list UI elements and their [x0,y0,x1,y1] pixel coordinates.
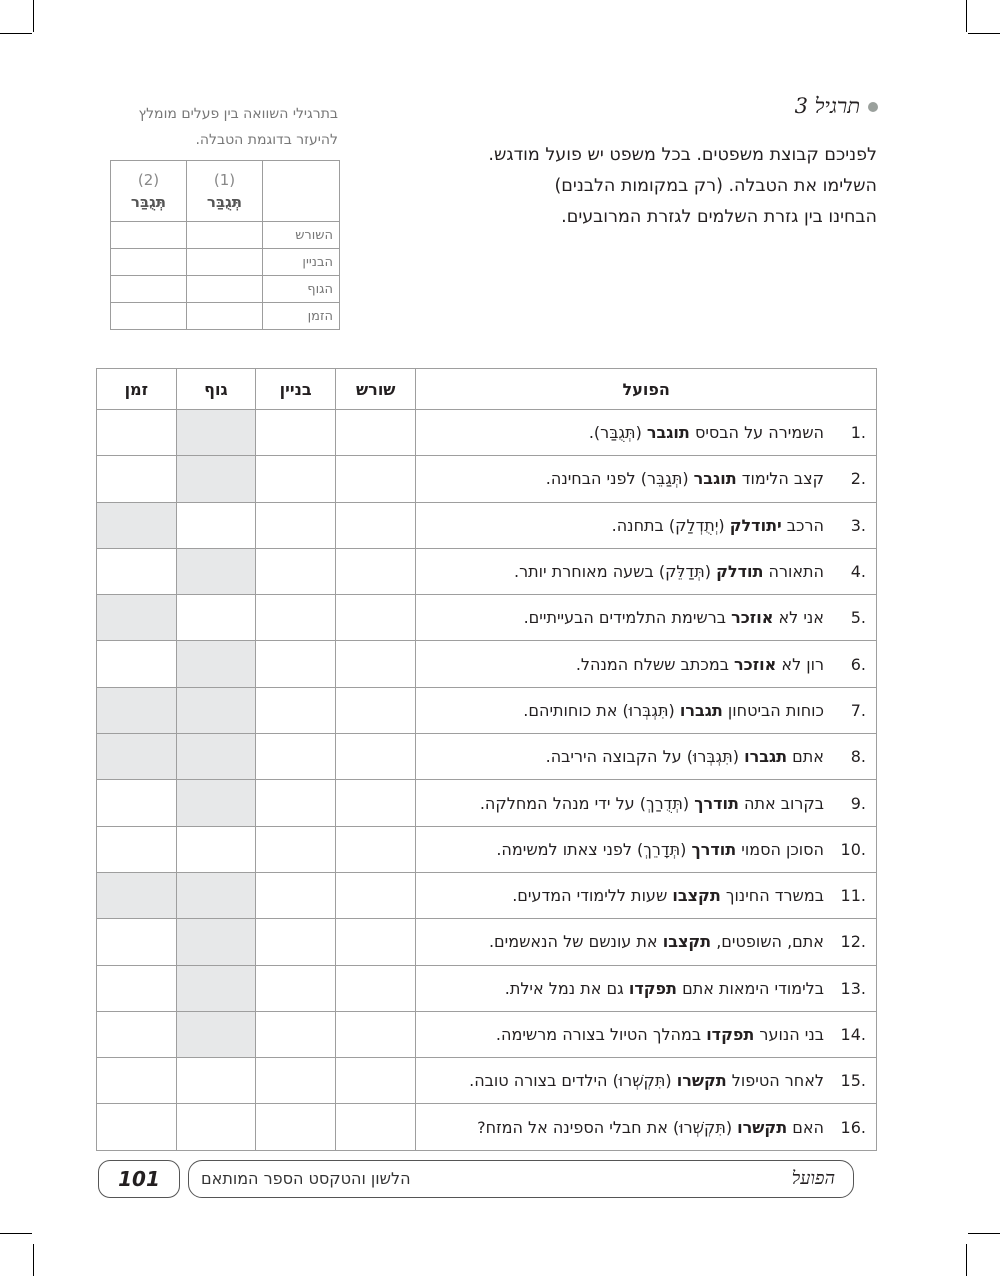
highlighted-verb: תפקדו [628,978,677,998]
highlighted-verb: אוזכר [731,608,774,628]
sentence-number: 6. [850,654,866,674]
binyan-cell[interactable] [256,965,336,1011]
sample-row-label: הגוף [263,276,340,303]
root-cell[interactable] [336,872,416,918]
highlighted-verb: תוגבר [646,423,690,443]
tense-cell[interactable] [97,919,177,965]
table-row [97,687,877,733]
sentence-number: 4. [850,562,866,582]
footer-title-bar [188,1160,854,1198]
crop-mark [968,33,1000,34]
binyan-cell[interactable] [256,780,336,826]
person-cell [176,548,256,594]
root-cell[interactable] [336,595,416,641]
sentence-text: במשרד החינוך תקצבו שעות ללימודי המדעים. [512,886,824,906]
table-row [97,641,877,687]
table-row [97,502,877,548]
binyan-cell[interactable] [256,502,336,548]
person-cell [176,456,256,502]
root-cell[interactable] [336,410,416,456]
tense-cell [97,687,177,733]
sentence-text: רון לא אוזכר במכתב ששלח המנהל. [575,654,824,674]
highlighted-verb: תגברו [679,700,723,720]
sentence-cell [416,734,877,780]
sample-row-label: הבניין [263,249,340,276]
crop-mark [33,0,34,32]
table-row [97,826,877,872]
person-cell [176,780,256,826]
table-row [97,1011,877,1057]
sentence-text: הסוכן הסמוי תודרך (תְּדָרֵךְ) לפני צאתו למשימה. [496,839,824,859]
crop-mark [0,33,32,34]
person-cell [176,919,256,965]
highlighted-verb: תקשרו [737,1117,788,1137]
sentence-number: 15. [840,1071,866,1091]
header-person: גוף [176,369,256,410]
sentence-cell [416,1058,877,1104]
binyan-cell[interactable] [256,826,336,872]
tense-cell[interactable] [97,826,177,872]
sample-cell[interactable] [111,276,187,303]
person-cell[interactable] [176,1058,256,1104]
binyan-cell[interactable] [256,1058,336,1104]
person-cell[interactable] [176,502,256,548]
sample-cell[interactable] [187,249,263,276]
person-cell [176,1011,256,1057]
root-cell[interactable] [336,965,416,1011]
sentence-cell [416,548,877,594]
sentence-text: בקרוב אתה תודרך (תְּדֻרַךְ) על ידי מנהל המחלקה. [479,793,824,813]
sentence-number: 9. [850,793,866,813]
sentence-number: 11. [840,886,866,906]
header-verb: הפועל [416,369,877,410]
page-footer [98,1160,858,1198]
binyan-cell[interactable] [256,1011,336,1057]
tense-cell[interactable] [97,1104,177,1150]
instruction-line: לפניכם קבוצת משפטים. בכל משפט יש פועל מודגש. [488,145,877,165]
crop-mark [0,1233,32,1234]
instructions [457,140,877,233]
binyan-cell[interactable] [256,456,336,502]
table-row [97,548,877,594]
sentence-text: השמירה על הבסיס תוגבר (תְּגֻבַּר). [588,423,824,443]
highlighted-verb: תקצבו [672,886,721,906]
tip-line: בתרגילי השוואה בין פעלים מומלץ [138,106,338,122]
sentence-cell [416,872,877,918]
sample-cell[interactable] [111,303,187,330]
table-row [97,1104,877,1150]
person-cell [176,872,256,918]
sentence-cell [416,919,877,965]
book-title: הלשון והטקסט הספר המותאם [201,1169,411,1188]
tense-cell[interactable] [97,1011,177,1057]
exercise-heading [795,94,878,119]
tense-cell[interactable] [97,1058,177,1104]
sentence-text: קצב הלימוד תוגבר (תְּגַבֵּר) לפני הבחינה. [545,469,824,489]
sample-cell[interactable] [187,276,263,303]
root-cell[interactable] [336,780,416,826]
header-tense: זמן [97,369,177,410]
crop-mark [966,0,967,32]
table-row [97,734,877,780]
binyan-cell[interactable] [256,548,336,594]
sentence-cell [416,780,877,826]
sentence-cell [416,826,877,872]
tense-cell[interactable] [97,965,177,1011]
sentence-number: 12. [840,932,866,952]
sample-column-header: (2) תְּגֻבַּר [111,161,187,222]
sentence-number: 10. [840,839,866,859]
tip-line: להיעזר בדוגמת הטבלה. [195,132,338,148]
sentence-text: אני לא אוזכר ברשימת התלמידים הבעייתיים. [523,608,824,628]
bullet-icon [868,102,878,112]
tense-cell[interactable] [97,456,177,502]
sentence-text: האם תקשרו (תִּקְשְׁרוּ) את חבלי הספינה אל המזח? [477,1117,824,1137]
sentence-cell [416,1011,877,1057]
highlighted-verb: תקשרו [676,1071,727,1091]
highlighted-verb: תודרך [691,839,737,859]
instruction-line: השלימו את הטבלה. (רק במקומות הלבנים) [554,176,877,196]
person-cell[interactable] [176,595,256,641]
exercise-title: תרגיל 3 [794,94,860,118]
sentence-text: לאחר הטיפול תקשרו (תִּקְשְׁרוּ) הילדים בצורה טובה. [469,1071,824,1091]
sentence-cell [416,1104,877,1150]
binyan-cell[interactable] [256,641,336,687]
highlighted-verb: תקצבו [662,932,712,952]
header-root: שורש [336,369,416,410]
table-row [97,872,877,918]
crop-mark [966,1244,967,1276]
exercise-table [96,368,877,1151]
sentence-number: 16. [840,1117,866,1137]
tense-cell[interactable] [97,548,177,594]
tense-cell [97,595,177,641]
highlighted-verb: אוזכר [734,654,777,674]
sample-corner-cell [263,161,340,222]
tense-cell [97,502,177,548]
person-cell[interactable] [176,826,256,872]
table-row [97,965,877,1011]
person-cell [176,410,256,456]
sentence-number: 2. [850,469,866,489]
table-row [97,410,877,456]
sentence-text: כוחות הביטחון תגברו (תִּגְבְּרוּ) את כוחותיהם. [523,700,824,720]
crop-mark [968,1233,1000,1234]
highlighted-verb: תגברו [744,747,788,767]
sentence-text: אתם, השופטים, תקצבו את עונשם של הנאשמים. [488,932,824,952]
root-cell[interactable] [336,687,416,733]
root-cell[interactable] [336,456,416,502]
person-cell [176,641,256,687]
root-cell[interactable] [336,826,416,872]
sentence-text: אתם תגברו (תִּגְבְּרוּ) על הקבוצה היריבה. [545,747,824,767]
person-cell[interactable] [176,1104,256,1150]
root-cell[interactable] [336,919,416,965]
person-cell [176,687,256,733]
sample-column-header: (1) תְּגֻבַּר [187,161,263,222]
sentence-number: 5. [850,608,866,628]
sentence-text: בני הנוער תפקדו במהלך הטיול בצורה מרשימה. [495,1025,824,1044]
binyan-cell[interactable] [256,687,336,733]
sentence-cell [416,456,877,502]
binyan-cell[interactable] [256,872,336,918]
sentence-text: הרכב יתודלק (יְתֻדְלַק) בתחנה. [611,515,824,535]
sentence-number: 13. [840,978,866,998]
binyan-cell[interactable] [256,919,336,965]
binyan-cell[interactable] [256,1104,336,1150]
tip-note [112,101,338,153]
sentence-cell [416,687,877,733]
tense-cell[interactable] [97,780,177,826]
sample-cell[interactable] [187,222,263,249]
sample-table [110,160,340,330]
sentence-cell [416,502,877,548]
sentence-cell [416,595,877,641]
person-cell [176,734,256,780]
binyan-cell[interactable] [256,595,336,641]
sentence-text: התאורה תודלק (תְּדַלֵּק) בשעה מאוחרת יותר. [514,562,824,582]
sample-cell[interactable] [111,222,187,249]
table-row [97,1058,877,1104]
header-binyan: בניין [256,369,336,410]
sentence-cell [416,965,877,1011]
instruction-line: הבחינו בין גזרת השלמים לגזרת המרובעים. [561,207,877,227]
table-row [97,780,877,826]
root-cell[interactable] [336,1011,416,1057]
highlighted-verb: תודלק [716,562,764,582]
tense-cell[interactable] [97,410,177,456]
sentence-text: בלימודי הימאות אתם תפקדו גם את נמל אילת. [504,978,824,998]
sentence-cell [416,410,877,456]
root-cell[interactable] [336,641,416,687]
root-cell[interactable] [336,1104,416,1150]
page-number: 101 [98,1160,180,1198]
root-cell[interactable] [336,734,416,780]
table-row [97,919,877,965]
sentence-number: 1. [850,423,866,443]
table-row [97,456,877,502]
sentence-cell [416,641,877,687]
highlighted-verb: תפקדו [706,1025,755,1044]
sample-cell[interactable] [111,249,187,276]
binyan-cell[interactable] [256,410,336,456]
highlighted-verb: תודרך [694,793,739,813]
root-cell[interactable] [336,502,416,548]
binyan-cell[interactable] [256,734,336,780]
section-title: הפועל [791,1168,835,1189]
tense-cell[interactable] [97,641,177,687]
person-cell [176,965,256,1011]
crop-mark [33,1244,34,1276]
table-row [97,595,877,641]
sentence-number: 3. [850,515,866,535]
root-cell[interactable] [336,1058,416,1104]
root-cell[interactable] [336,548,416,594]
tense-cell [97,734,177,780]
sentence-number: 14. [840,1025,866,1044]
highlighted-verb: יתודלק [729,515,782,535]
sentence-number: 8. [850,747,866,767]
tense-cell [97,872,177,918]
sample-row-label: הזמן [263,303,340,330]
highlighted-verb: תוגבר [693,469,737,489]
sample-cell[interactable] [187,303,263,330]
sample-row-label: השורש [263,222,340,249]
sentence-number: 7. [850,700,866,720]
